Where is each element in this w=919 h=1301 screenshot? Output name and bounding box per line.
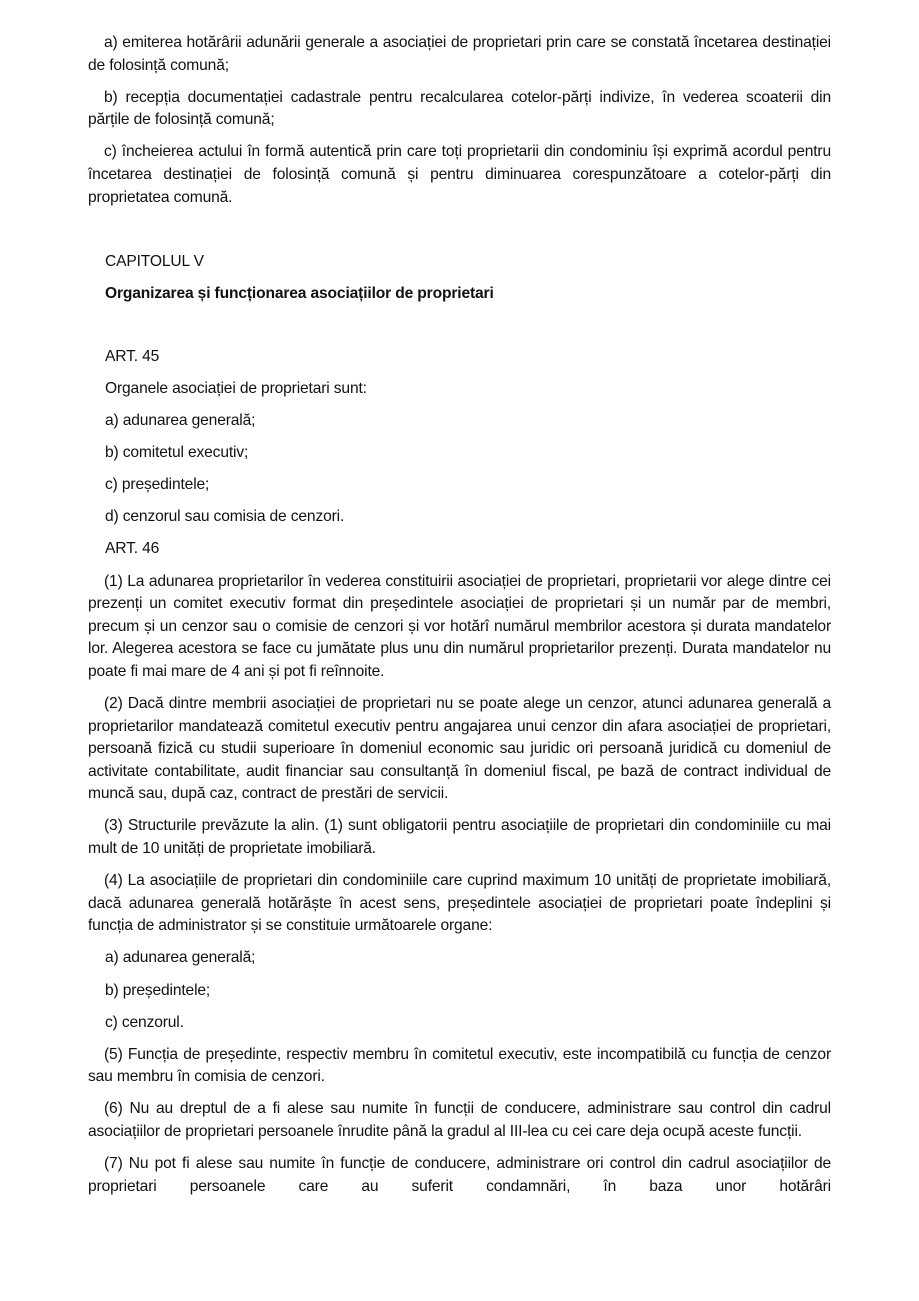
article-46-paragraph-4: (4) La asociațiile de proprietari din condominiile care cuprind maximum 10 unități de proprietate imobiliară, dacă adunarea generală hotărăște în acest sens, președintele asociației de proprietari poate îndeplini și funcția de administrator și se constituie următoarele organe: — [88, 872, 831, 935]
article-46-paragraph-6: (6) Nu au dreptul de a fi alese sau numite în funcții de conducere, administrare sau control din cadrul asociațiilor de proprietari persoanele înrudite până la gradul al III-lea cu cei care deja ocupă aceste funcții. — [88, 1100, 831, 1140]
article-45-item-c: c) președintele; — [105, 476, 210, 494]
spacer — [88, 219, 831, 251]
article-46-paragraph-5: (5) Funcția de președinte, respectiv membru în comitetul executiv, este incompatibilă cu funcția de cenzor sau membru în comisia de cenzori. — [88, 1045, 831, 1086]
article-46-label: ART. 46 — [105, 540, 160, 558]
article-46-paragraph-1: (1) La adunarea proprietarilor în vederea constituirii asociației de proprietari, proprietarii vor alege dintre cei prezenți un comitet executiv format din președintele asociației de proprietari și un număr par de membri, precum și un cenzor sau o comisie de cenzori și vor hotărî numărul membrilor acestora și durata mandatelor lor. Alegerea acestora se face cu jumătate plus unu din numărul proprietarilor prezenți. Durata mandatelor nu poate fi mai mare de 4 ani și pot fi reînnoite. — [88, 572, 831, 680]
article-46-p4-item-c: c) cenzorul. — [105, 1013, 184, 1031]
intro-item-a: a) emiterea hotărârii adunării generale a asociației de proprietari prin care se constată încetarea destinației de folosință comună; — [88, 34, 831, 74]
intro-item-b: b) recepția documentației cadastrale pentru recalcularea cotelor-părți indivize, în vederea scoaterii din părțile de folosință comună; — [88, 88, 831, 129]
article-45-item-a: a) adunarea generală; — [105, 412, 256, 430]
article-46-p4-item-a: a) adunarea generală; — [105, 949, 256, 967]
article-46-paragraph-7: (7) Nu pot fi alese sau numite în funcție de conducere, administrare ori control din cadrul asociațiilor de proprietari persoanele care au suferit condamnări, în baza unor hotărâri — [88, 1155, 831, 1195]
article-45-intro: Organele asociației de proprietari sunt: — [105, 379, 367, 397]
article-45-item-d: d) cenzorul sau comisia de cenzori. — [105, 508, 345, 526]
chapter-label: CAPITOLUL V — [105, 252, 204, 270]
article-46-paragraph-3: (3) Structurile prevăzute la alin. (1) sunt obligatorii pentru asociațiile de proprietari din condominiile cu mai mult de 10 unități de proprietate imobiliară. — [88, 817, 831, 858]
intro-item-c: c) încheierea actului în formă autentică prin care toți proprietarii din condominiu își exprimă acordul pentru încetarea destinației de folosință comună și pentru diminuarea corespunzătoare a cotelor-părți din proprietatea comună. — [88, 143, 831, 206]
article-46-p4-item-b: b) președintele; — [105, 981, 211, 999]
chapter-title: Organizarea și funcționarea asociațiilor de proprietari — [105, 284, 494, 302]
article-45-label: ART. 45 — [105, 347, 160, 365]
document-page — [88, 32, 831, 1208]
article-45-item-b: b) comitetul executiv; — [105, 444, 249, 462]
spacer — [88, 315, 831, 346]
article-46-paragraph-2: (2) Dacă dintre membrii asociației de proprietari nu se poate alege un cenzor, atunci adunarea generală a proprietarilor mandatează comitetul executiv pentru angajarea unui cenzor din afara asociației de proprietari, persoană fizică cu studii superioare în domeniul economic sau juridic ori persoană juridică cu domeniul de activitate contabilitate, audit financiar sau consultanță în domeniul fiscal, pe bază de contract individual de muncă sau, după caz, contract de prestări de servicii. — [88, 694, 831, 803]
